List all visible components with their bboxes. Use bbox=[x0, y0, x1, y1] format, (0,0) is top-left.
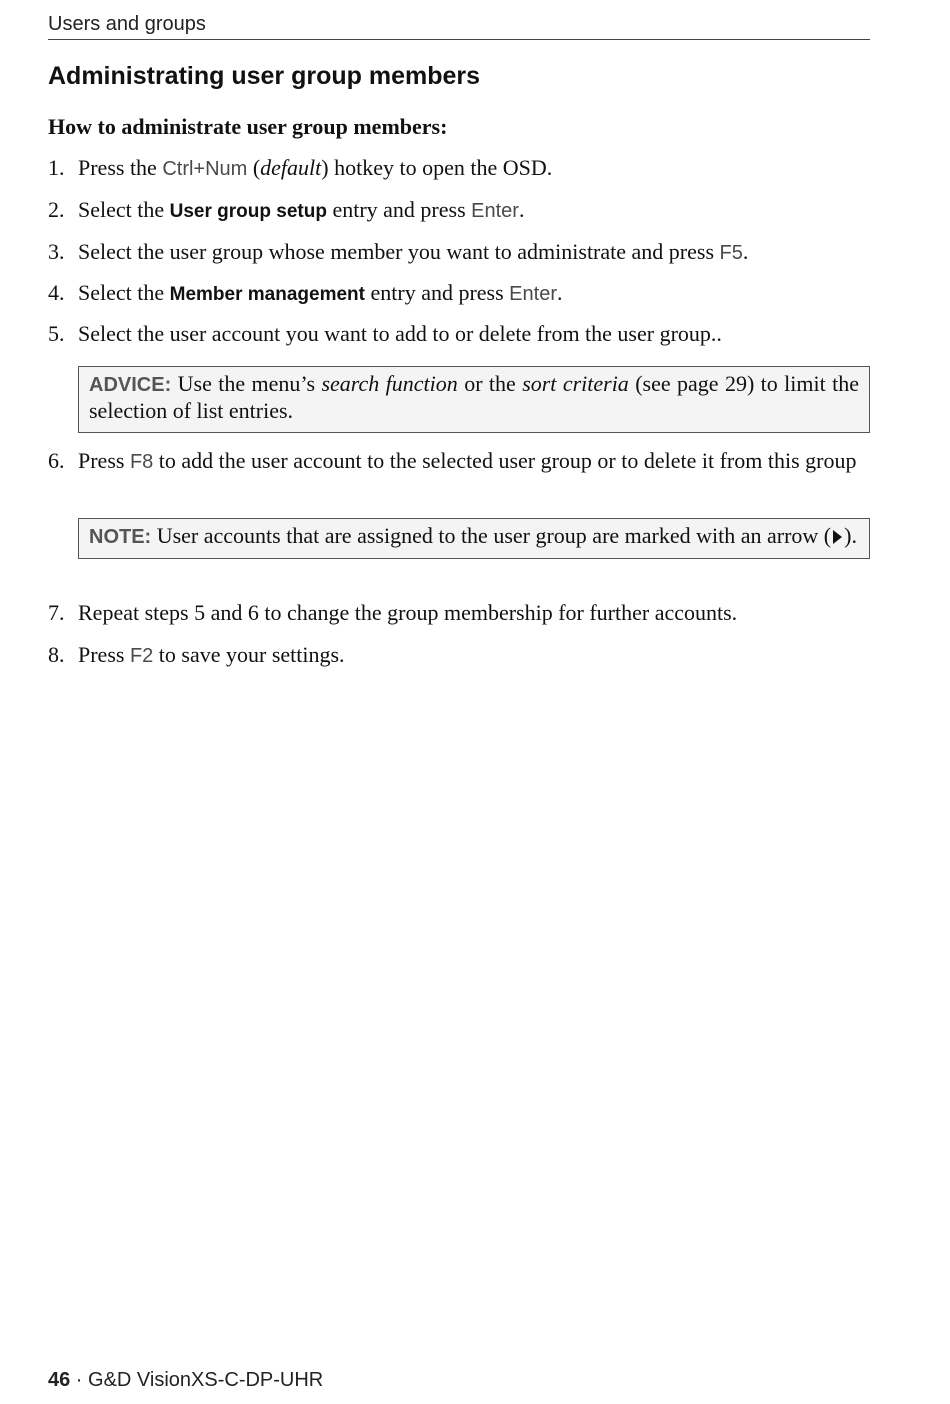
step-1 bbox=[48, 155, 870, 182]
step-number: 2. bbox=[48, 197, 65, 222]
step-text: Press F8 to add the user account to the selected user group or to delete it from this group bbox=[78, 448, 857, 473]
hotkey-ctrl-num: Ctrl+Num bbox=[162, 158, 248, 180]
step-number: 8. bbox=[48, 642, 65, 667]
menu-entry-member-management: Member management bbox=[169, 284, 365, 305]
right-triangle-arrow-icon bbox=[833, 530, 842, 544]
howto-label: How to administrate user group members: bbox=[48, 114, 448, 139]
step-number: 4. bbox=[48, 280, 65, 305]
advice-box: ADVICE: Use the menu’s search function or the sort criteria (see page 29) to limit the selection of list entries. bbox=[78, 366, 870, 433]
step-number: 7. bbox=[48, 600, 65, 625]
step-4 bbox=[48, 280, 870, 308]
step-text: Select the Member management entry and press Enter. bbox=[78, 280, 563, 305]
running-header: Users and groups bbox=[48, 13, 870, 40]
section-title: Administrating user group members bbox=[48, 62, 481, 90]
menu-entry-user-group-setup: User group setup bbox=[169, 201, 327, 222]
step-text: Select the user account you want to add to or delete from the user group.. bbox=[78, 321, 722, 346]
step-text: Select the user group whose member you want to administrate and press F5. bbox=[78, 239, 749, 264]
advice-label: ADVICE: bbox=[89, 374, 172, 396]
key-enter: Enter bbox=[471, 200, 519, 222]
step-number: 5. bbox=[48, 321, 65, 346]
product-name: · G&D VisionXS-C-DP-UHR bbox=[70, 1369, 324, 1391]
step-text: Press the Ctrl+Num (default) hotkey to open the OSD. bbox=[78, 155, 553, 180]
note-box: NOTE: User accounts that are assigned to the user group are marked with an arrow ( ). bbox=[78, 518, 870, 559]
step-3 bbox=[48, 239, 870, 266]
step-text: Select the User group setup entry and press Enter. bbox=[78, 197, 525, 222]
step-6 bbox=[48, 448, 870, 475]
page-footer bbox=[48, 1369, 323, 1392]
step-8 bbox=[48, 642, 870, 669]
step-text: Repeat steps 5 and 6 to change the group membership for further accounts. bbox=[78, 600, 738, 625]
key-f5: F5 bbox=[719, 242, 743, 264]
step-7 bbox=[48, 600, 870, 626]
key-f8: F8 bbox=[129, 451, 154, 473]
step-number: 6. bbox=[48, 448, 65, 473]
key-enter: Enter bbox=[509, 283, 557, 305]
key-f2: F2 bbox=[129, 645, 154, 667]
note-label: NOTE: bbox=[89, 526, 152, 548]
step-number: 1. bbox=[48, 155, 65, 180]
step-number: 3. bbox=[48, 239, 65, 264]
page-number: 46 bbox=[48, 1369, 71, 1391]
step-5 bbox=[48, 321, 870, 347]
step-2 bbox=[48, 197, 870, 225]
step-text: Press F2 to save your settings. bbox=[78, 642, 345, 667]
